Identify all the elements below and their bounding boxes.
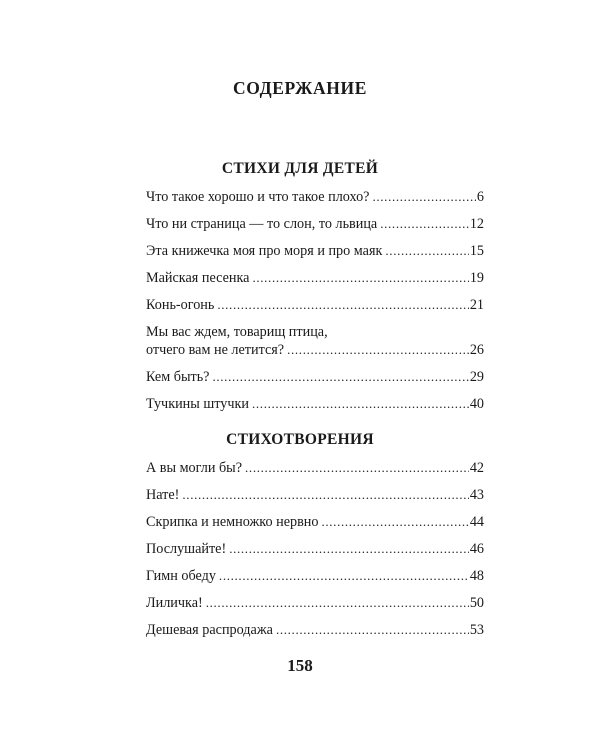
dot-leader <box>385 242 468 260</box>
toc-entry-row <box>146 459 484 477</box>
toc-entry-row <box>146 188 484 206</box>
dot-leader <box>252 395 469 413</box>
toc-entry-row <box>146 215 484 233</box>
toc-entry-page-number: 53 <box>469 622 484 638</box>
toc-entry-row <box>146 621 484 639</box>
toc-entry-row <box>146 513 484 531</box>
toc-entry-row <box>146 567 484 585</box>
dot-leader <box>380 215 469 233</box>
dot-leader <box>217 296 468 314</box>
toc-entry-page-number: 19 <box>469 270 484 286</box>
section-heading-poems-for-children: СТИХИ ДЛЯ ДЕТЕЙ <box>221 160 379 177</box>
toc-entry <box>146 621 484 639</box>
toc-entry-title: Нате! <box>146 487 180 503</box>
toc-entry-page-number: 48 <box>469 568 484 584</box>
toc-entry <box>146 567 484 585</box>
toc-entry-page-number: 42 <box>469 460 484 476</box>
dot-leader <box>219 567 469 585</box>
toc-entry <box>146 594 484 612</box>
toc-entry-row <box>146 486 484 504</box>
toc-entry-row <box>146 368 484 386</box>
toc-entry <box>146 540 484 558</box>
dot-leader <box>321 513 468 531</box>
toc-entry <box>146 486 484 504</box>
dot-leader <box>182 486 468 504</box>
toc-entry-title: Скрипка и немножко нервно <box>146 514 319 530</box>
toc-entry-title: Что ни страница — то слон, то львица <box>146 216 378 232</box>
toc-entry-page-number: 43 <box>469 487 484 503</box>
toc-entry <box>146 323 484 359</box>
section-heading-poems: СТИХОТВОРЕНИЯ <box>226 431 374 448</box>
dot-leader <box>276 621 469 639</box>
toc-entry-page-number: 26 <box>469 342 484 358</box>
toc-entry-row <box>146 242 484 260</box>
toc-entry-title: А вы могли бы? <box>146 460 243 476</box>
toc-entry-page-number: 21 <box>469 297 484 313</box>
toc-entry-page-number: 40 <box>469 396 484 412</box>
toc-entry-title: Эта книжечка моя про моря и про маяк <box>146 243 383 259</box>
toc-entry-title: Что такое хорошо и что такое плохо? <box>146 189 370 205</box>
toc-entry-title: Лиличка! <box>146 595 203 611</box>
toc-entry-title: Дешевая распродажа <box>146 622 273 638</box>
toc-entry-title: отчего вам не летится? <box>146 342 285 358</box>
toc-entry-row <box>146 296 484 314</box>
toc-entry-title: Тучкины штучки <box>146 396 249 412</box>
toc-entry <box>146 296 484 314</box>
toc-list-poems-for-children <box>146 188 484 422</box>
toc-entry-page-number: 12 <box>469 216 484 232</box>
toc-entry <box>146 368 484 386</box>
toc-entry-row <box>146 594 484 612</box>
toc-entry-title: Кем быть? <box>146 369 210 385</box>
toc-entry-row <box>146 341 484 359</box>
toc-entry <box>146 269 484 287</box>
dot-leader <box>252 269 468 287</box>
toc-entry-title-line: Мы вас ждем, товарищ птица, <box>146 324 328 340</box>
toc-entry-page-number: 15 <box>469 243 484 259</box>
toc-entry-page-number: 29 <box>469 369 484 385</box>
dot-leader <box>245 459 469 477</box>
toc-entry <box>146 188 484 206</box>
toc-entry-page-number: 44 <box>469 514 484 530</box>
toc-entry <box>146 215 484 233</box>
toc-entry-title: Послушайте! <box>146 541 227 557</box>
page-number: 158 <box>287 656 313 675</box>
toc-entry <box>146 242 484 260</box>
toc-list-poems <box>146 459 484 648</box>
toc-entry-row <box>146 269 484 287</box>
toc-entry <box>146 513 484 531</box>
toc-entry-page-number: 50 <box>469 595 484 611</box>
toc-entry-row <box>146 540 484 558</box>
dot-leader <box>212 368 468 386</box>
toc-entry <box>146 459 484 477</box>
dot-leader <box>229 540 469 558</box>
dot-leader <box>372 188 475 206</box>
toc-entry-title: Гимн обеду <box>146 568 216 584</box>
dot-leader <box>287 341 469 359</box>
toc-entry-title: Конь-огонь <box>146 297 215 313</box>
toc-entry-title: Майская песенка <box>146 270 250 286</box>
toc-entry-row <box>146 395 484 413</box>
toc-entry-page-number: 46 <box>469 541 484 557</box>
toc-entry <box>146 395 484 413</box>
contents-title: СОДЕРЖАНИЕ <box>232 78 367 98</box>
dot-leader <box>206 594 469 612</box>
toc-entry-page-number: 6 <box>476 189 484 205</box>
